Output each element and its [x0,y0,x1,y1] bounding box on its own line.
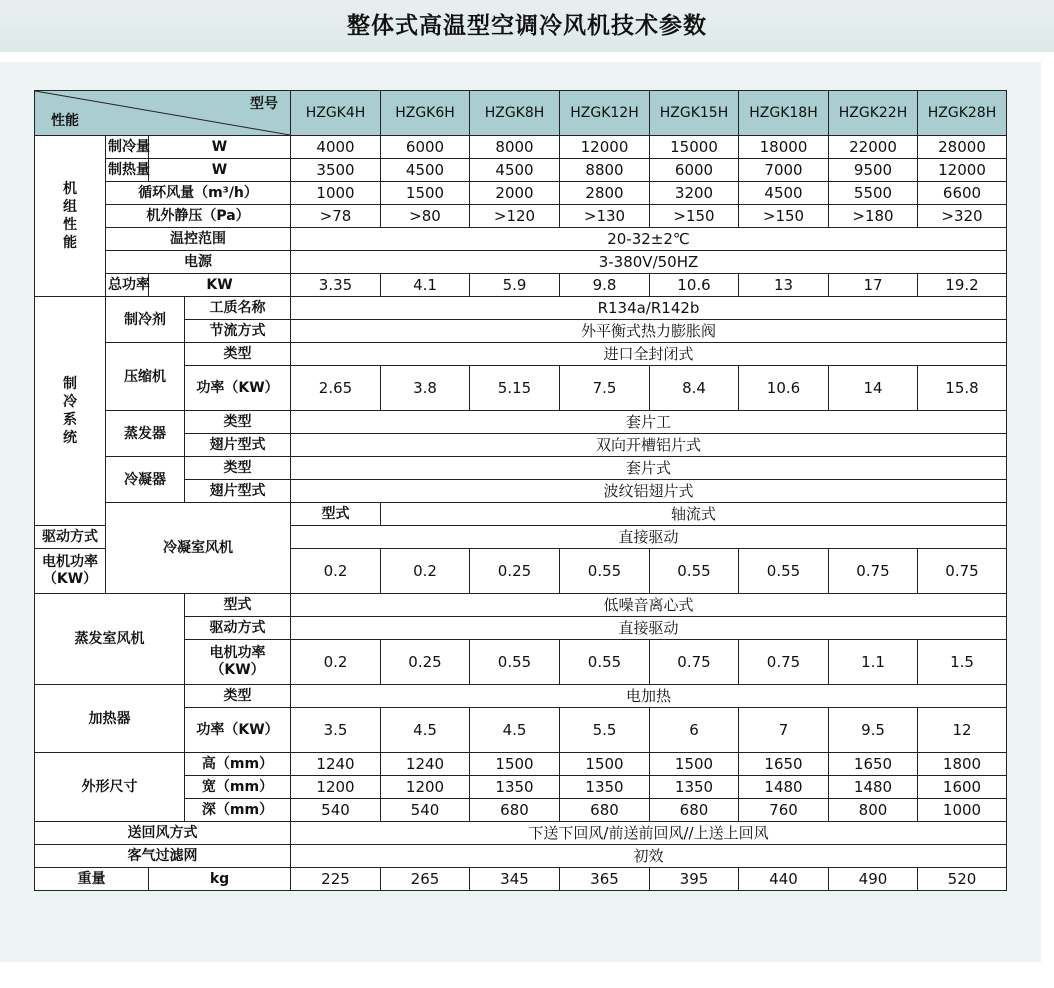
value-cell: 0.75 [650,640,739,685]
value-cell: 0.55 [739,549,829,594]
value-cell: 4.5 [381,708,470,753]
value-cell: 0.75 [829,549,918,594]
value-cell: 1500 [560,753,650,776]
value-cell: 540 [381,799,470,822]
spec-table [34,90,1007,891]
value-cell: 4.5 [470,708,560,753]
value-cell: 1240 [381,753,470,776]
row-label: 机外静压（Pa） [106,205,291,228]
value-cell: 1.5 [918,640,1007,685]
table-row [35,205,1007,228]
value-cell: 15.8 [918,366,1007,411]
group-label: 加热器 [35,685,185,753]
table-row [35,182,1007,205]
span-value-cell: 波纹铝翅片式 [291,480,1007,503]
value-cell: 1350 [470,776,560,799]
value-cell: >78 [291,205,381,228]
value-cell: 680 [470,799,560,822]
table-row [35,685,1007,708]
value-cell: 3.5 [291,708,381,753]
unit-group-cell [35,136,106,297]
value-cell: 1480 [829,776,918,799]
row-label: 工质名称 [185,297,291,320]
value-cell: 1480 [739,776,829,799]
perf-header-label: 性能 [51,113,79,129]
value-cell: 6000 [650,159,739,182]
span-value-cell: 20-32±2℃ [291,228,1007,251]
value-cell: 1350 [560,776,650,799]
table-row [35,457,1007,480]
value-cell: 28000 [918,136,1007,159]
span-value-cell: 低噪音离心式 [291,594,1007,617]
unit-cell: kg [149,868,291,891]
value-cell: 1240 [291,753,381,776]
value-cell: 1600 [918,776,1007,799]
span-value-cell: 下送下回风/前送前回风//上送上回风 [291,822,1007,845]
model-header-cell: HZGK15H [650,91,739,136]
span-value-cell: 双向开槽铝片式 [291,434,1007,457]
unit-cell: KW [149,274,291,297]
row-label: 翅片型式 [185,480,291,503]
value-cell: 0.55 [650,549,739,594]
value-cell: 1.1 [829,640,918,685]
span-value-cell: 外平衡式热力膨胀阀 [291,320,1007,343]
value-cell: 3500 [291,159,381,182]
model-header-cell: HZGK6H [381,91,470,136]
table-row [35,343,1007,366]
value-cell: 6 [650,708,739,753]
value-cell: 2800 [560,182,650,205]
row-label: 类型 [185,343,291,366]
value-cell: 5.5 [560,708,650,753]
row-label: 类型 [185,685,291,708]
value-cell: 0.25 [381,640,470,685]
table-row [35,297,1007,320]
value-cell: 1800 [918,753,1007,776]
value-cell: 520 [918,868,1007,891]
table-row [35,251,1007,274]
unit-cell: W [149,159,291,182]
value-cell: 800 [829,799,918,822]
model-header-cell: HZGK22H [829,91,918,136]
value-cell: 5500 [829,182,918,205]
value-cell: 10.6 [650,274,739,297]
value-cell: >130 [560,205,650,228]
value-cell: 5.15 [470,366,560,411]
value-cell: 0.2 [291,549,381,594]
value-cell: 8.4 [650,366,739,411]
value-cell: 8800 [560,159,650,182]
value-cell: 395 [650,868,739,891]
span-value-cell: 初效 [291,845,1007,868]
value-cell: 680 [560,799,650,822]
row-label: 功率（KW） [185,366,291,411]
table-row [35,845,1007,868]
value-cell: 7000 [739,159,829,182]
value-cell: 0.2 [381,549,470,594]
span-value-cell: 轴流式 [381,503,1007,526]
table-row [35,594,1007,617]
row-label: 功率（KW） [185,708,291,753]
value-cell: 4.1 [381,274,470,297]
group-label: 送回风方式 [35,822,291,845]
group-label: 重量 [35,868,149,891]
value-cell: 9500 [829,159,918,182]
value-cell: 4500 [739,182,829,205]
value-cell: 15000 [650,136,739,159]
header-corner [35,91,291,136]
page-title: 整体式高温型空调冷风机技术参数 [0,0,1054,52]
row-label: 型式 [185,594,291,617]
value-cell: 3200 [650,182,739,205]
value-cell: 1650 [739,753,829,776]
subgroup-label: 制冷剂 [106,297,185,343]
value-cell: 14 [829,366,918,411]
value-cell: 1500 [650,753,739,776]
value-cell: 1500 [381,182,470,205]
refrig-group-cell-label: 制冷系统 [63,376,77,446]
value-cell: 18000 [739,136,829,159]
row-label: 高（mm） [185,753,291,776]
value-cell: 8000 [470,136,560,159]
model-header-cell: HZGK8H [470,91,560,136]
row-label: 总功率 [106,274,149,297]
table-row [35,503,1007,526]
span-value-cell: R134a/R142b [291,297,1007,320]
span-value-cell: 直接驱动 [291,526,1007,549]
refrig-group-cell [35,297,106,526]
value-cell: 12 [918,708,1007,753]
subgroup-label: 压缩机 [106,343,185,411]
value-cell: 3.8 [381,366,470,411]
value-cell: >320 [918,205,1007,228]
row-label: 翅片型式 [185,434,291,457]
value-cell: 12000 [918,159,1007,182]
value-cell: >120 [470,205,560,228]
value-cell: 2.65 [291,366,381,411]
table-row [35,136,1007,159]
value-cell: 1000 [291,182,381,205]
value-cell: 1200 [291,776,381,799]
value-cell: 19.2 [918,274,1007,297]
model-header-cell: HZGK12H [560,91,650,136]
value-cell: 1000 [918,799,1007,822]
row-label: 驱动方式 [35,526,106,549]
row-label: 电源 [106,251,291,274]
value-cell: 22000 [829,136,918,159]
subgroup-label: 冷凝器 [106,457,185,503]
unit-group-cell-label: 机组性能 [63,181,77,251]
row-label: 类型 [185,457,291,480]
value-cell: >180 [829,205,918,228]
table-row [35,753,1007,776]
subgroup-label: 蒸发器 [106,411,185,457]
value-cell: 7.5 [560,366,650,411]
value-cell: 0.55 [470,640,560,685]
row-label: 深（mm） [185,799,291,822]
row-label: 制冷量 [106,136,149,159]
value-cell: 540 [291,799,381,822]
row-label: 节流方式 [185,320,291,343]
value-cell: 17 [829,274,918,297]
value-cell: 0.25 [470,549,560,594]
value-cell: >80 [381,205,470,228]
row-label: 驱动方式 [185,617,291,640]
value-cell: 345 [470,868,560,891]
span-value-cell: 套片工 [291,411,1007,434]
value-cell: 225 [291,868,381,891]
group-label: 客气过滤网 [35,845,291,868]
group-label: 外形尺寸 [35,753,185,822]
value-cell: 1650 [829,753,918,776]
value-cell: 1200 [381,776,470,799]
value-cell: 10.6 [739,366,829,411]
value-cell: 0.75 [918,549,1007,594]
value-cell: 4500 [381,159,470,182]
table-row [35,868,1007,891]
value-cell: 2000 [470,182,560,205]
value-cell: 0.55 [560,640,650,685]
value-cell: 490 [829,868,918,891]
value-cell: 0.75 [739,640,829,685]
table-row [35,91,1007,136]
row-label: 类型 [185,411,291,434]
row-label: 宽（mm） [185,776,291,799]
value-cell: 365 [560,868,650,891]
value-cell: 7 [739,708,829,753]
value-cell: 440 [739,868,829,891]
model-header-label: 型号 [250,96,278,112]
group-label: 冷凝室风机 [106,503,291,594]
table-row [35,822,1007,845]
table-row [35,274,1007,297]
value-cell: >150 [650,205,739,228]
spec-table-body [35,91,1007,891]
model-header-cell: HZGK28H [918,91,1007,136]
value-cell: 6000 [381,136,470,159]
value-cell: >150 [739,205,829,228]
value-cell: 1350 [650,776,739,799]
value-cell: 6600 [918,182,1007,205]
group-label: 蒸发室风机 [35,594,185,685]
value-cell: 9.5 [829,708,918,753]
row-label: 电机功率（KW） [35,549,106,594]
span-value-cell: 直接驱动 [291,617,1007,640]
row-label: 循环风量（m³/h） [106,182,291,205]
table-row [35,159,1007,182]
row-label: 电机功率（KW） [185,640,291,685]
value-cell: 0.55 [560,549,650,594]
value-cell: 0.2 [291,640,381,685]
value-cell: 12000 [560,136,650,159]
value-cell: 1500 [470,753,560,776]
value-cell: 4500 [470,159,560,182]
span-value-cell: 电加热 [291,685,1007,708]
value-cell: 13 [739,274,829,297]
model-header-cell: HZGK4H [291,91,381,136]
span-value-cell: 进口全封闭式 [291,343,1007,366]
value-cell: 265 [381,868,470,891]
span-value-cell: 套片式 [291,457,1007,480]
value-cell: 5.9 [470,274,560,297]
value-cell: 760 [739,799,829,822]
row-label: 温控范围 [106,228,291,251]
value-cell: 9.8 [560,274,650,297]
span-value-cell: 3-380V/50HZ [291,251,1007,274]
model-header-cell: HZGK18H [739,91,829,136]
value-cell: 680 [650,799,739,822]
table-row [35,411,1007,434]
value-cell: 3.35 [291,274,381,297]
value-cell: 4000 [291,136,381,159]
row-label: 制热量 [106,159,149,182]
unit-cell: W [149,136,291,159]
row-label: 型式 [291,503,381,526]
table-row [35,228,1007,251]
